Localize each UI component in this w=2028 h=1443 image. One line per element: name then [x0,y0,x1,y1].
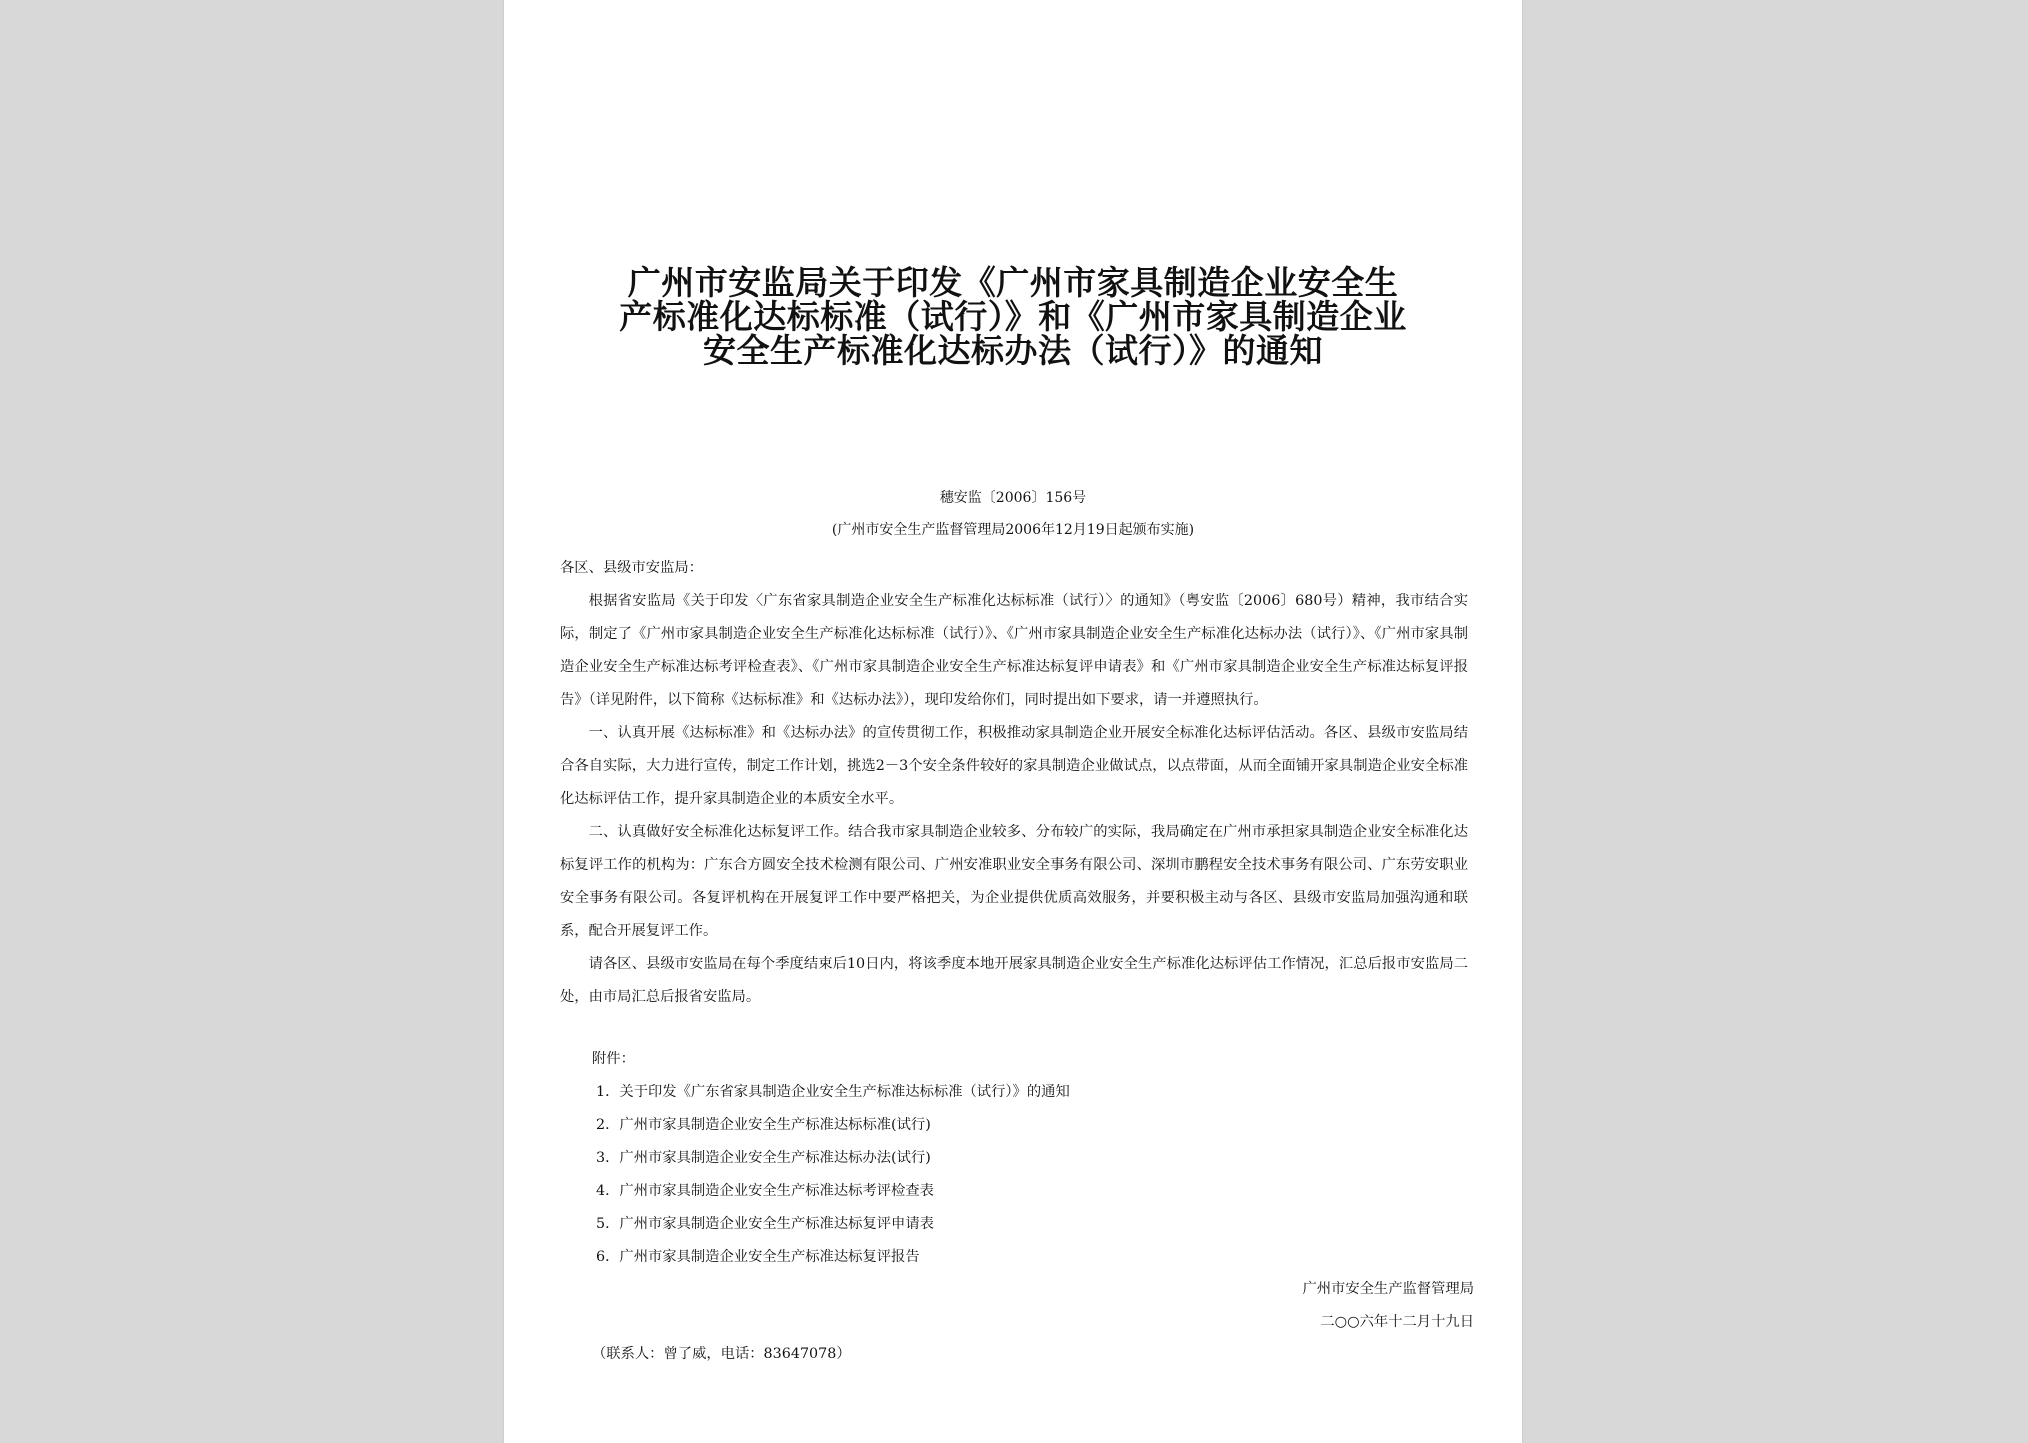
document-title [564,263,1462,370]
body-paragraph: 二、认真做好安全标准化达标复评工作。结合我市家具制造企业较多、分布较广的实际，我局确定在广州市承担家具制造企业安全标准化达标复评工作的机构为：广东合方圆安全技术检测有限公司、广州安准职业安全事务有限公司、深圳市鹏程安全技术事务有限公司、广东劳安职业安全事务有限公司。各复评机构在开展复评工作中要严格把关，为企业提供优质高效服务，并要积极主动与各区、县级市安监局加强沟通和联系，配合开展复评工作。 [560,824,1468,939]
document-page [504,0,1522,1443]
body-paragraph: 请各区、县级市安监局在每个季度结束后10日内，将该季度本地开展家具制造企业安全生产标准化达标评估工作情况，汇总后报市安监局二处，由市局汇总后报省安监局。 [560,956,1468,1005]
attachments-label: 附件： [592,1051,635,1067]
title-line: 安全生产标准化达标办法（试行）》的通知 [703,331,1323,370]
body-paragraph: 一、认真开展《达标标准》和《达标办法》的宣传贯彻工作，积极推动家具制造企业开展安全标准化达标评估活动。各区、县级市安监局结合各自实际，大力进行宣传，制定工作计划，挑选2－3个安全条件较好的家具制造企业做试点，以点带面，从而全面铺开家具制造企业安全标准化达标评估工作，提升家具制造企业的本质安全水平。 [560,725,1468,807]
body-paragraph: 根据省安监局《关于印发〈广东省家具制造企业安全生产标准化达标标准（试行）〉的通知》（粤安监〔2006〕680号）精神，我市结合实际，制定了《广州市家具制造企业安全生产标准化达标标准（试行）》、《广州市家具制造企业安全生产标准化达标办法（试行）》、《广州市家具制造企业安全生产标准达标考评检查表》、《广州市家具制造企业安全生产标准达标复评申请表》和《广州市家具制造企业安全生产标准达标复评报告》（详见附件，以下简称《达标标准》和《达标办法》），现印发给你们，同时提出如下要求，请一并遵照执行。 [560,593,1468,708]
title-line: 产标准化达标标准（试行）》和《广州市家具制造企业 [619,297,1407,336]
document-body [560,552,1468,1014]
signature-org: 广州市安全生产监督管理局 [1302,1281,1474,1297]
attachment-item: 3．广州市家具制造企业安全生产标准达标办法(试行) [596,1150,931,1166]
document-number: 穗安监〔2006〕156号 [939,490,1087,506]
issuing-note: (广州市安全生产监督管理局2006年12月19日起颁布实施) [831,522,1195,538]
attachment-item: 4．广州市家具制造企业安全生产标准达标考评检查表 [596,1183,934,1199]
attachment-item: 2．广州市家具制造企业安全生产标准达标标准(试行) [596,1117,931,1133]
contact-line: （联系人：曾了威，电话：83647078） [592,1346,851,1362]
salutation: 各区、县级市安监局： [560,560,703,576]
attachment-item: 5．广州市家具制造企业安全生产标准达标复评申请表 [596,1216,934,1232]
title-line: 广州市安监局关于印发《广州市家具制造企业安全生 [627,263,1399,302]
attachments-list [592,1043,1462,1274]
signature-date: 二○○六年十二月十九日 [1320,1314,1474,1330]
attachment-item: 1．关于印发《广东省家具制造企业安全生产标准达标标准（试行）》的通知 [596,1084,1070,1100]
attachment-item: 6．广州市家具制造企业安全生产标准达标复评报告 [596,1249,920,1265]
signature-block [1302,1273,1474,1339]
